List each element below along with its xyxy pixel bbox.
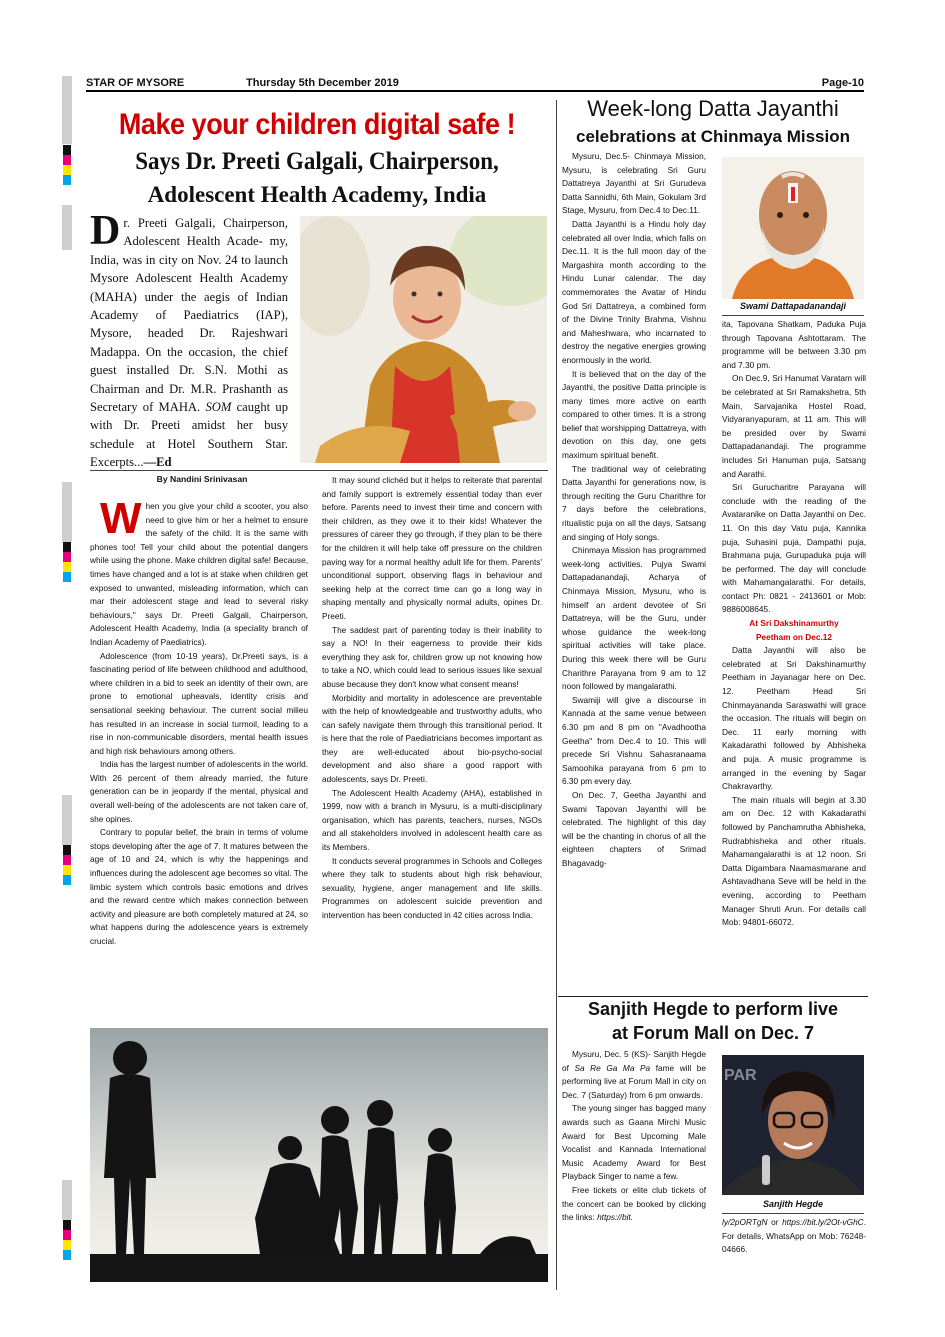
issue-date: Thursday 5th December 2019: [246, 77, 399, 89]
registration-mark: [63, 542, 71, 582]
paragraph: The main rituals will begin at 3.30 am on Dec. 12 with Kakadarathi followed by Panchamrutha Abhisheka, Rudrabhisheka and other rituals. Mahamangalarathi is at 12 noon. Sri Datta Digambara Naamasmarane and Ashtavadhana Seve will be held in the evening, according to Peetham Manager Shruti Arun. For details call Mob: 94801-66072.: [722, 794, 866, 928]
swami-photo: [722, 157, 864, 299]
paragraph: It may sound clichéd but it helps to reiterate that parental and family support is extremely essential today than ever before. Parents need to invest their time and concern with their children, as they owe it to their kids! Whatever the pressures of career they go through, if they plan to be there for the children it will help take off pressure on the children paving way for a normal healthy adult life for them. Parents' unconditional support, observing flags in behaviour and seeking help at the correct time can go a long way in shaping mentally and physically normal adults, opines Dr. Preeti.: [322, 475, 542, 621]
paragraph: The traditional way of celebrating Datta Jayanthi for generations now, is through reciting the Guru Charithre for 7 days before the celebrations, ritualistic puja on all the days, Satsang and singing of Holy songs.: [562, 463, 706, 542]
paragraph: Contrary to popular belief, the brain in terms of volume stops developing after the age of 7. It matures between the age of 10 and 24, which is why the happenings and influences during the adolescent age becomes so vital. The limbic system which controls basic emotions and drives and the reward centre which makes connection between activity and pleasure are both completely matured at 24, so what happens during the adolescence years is extremely crucial.: [90, 827, 309, 946]
divider: [722, 1213, 864, 1214]
article1-subhead: Says Dr. Preeti Galgali, Chairperson,: [135, 148, 499, 175]
divider: [558, 996, 868, 997]
intro-line: Adolescent Health Acade-: [123, 234, 263, 249]
paragraph: It is believed that on the day of the Jayanthi, the positive Datta principle is many times more active on earth compared to other times. It is a strong belief that worshipping Dattatreya, with devotion on this day, one gets maximum spiritual benefit.: [562, 368, 706, 461]
paragraph: It conducts several programmes in Schools and Colleges where they talk to students about high risk behaviour, sexuality, hygiene, anger management and life skills. Programmes on adolescent suicide prevention and intervention has been conducted in 42 cities across India.: [322, 855, 542, 920]
margin-bar: [62, 482, 72, 542]
paragraph: On Dec.9, Sri Hanumat Varatam will be celebrated at Sri Ramakshetra, 5th Main, Sarvajanika Hostel Road, Vidyaranyapuram, at 11 am. This will be presided over by Swami Dattapadanandaji. The programme includes Sri Hanuman puja, Satsang and Aarathi.: [722, 373, 866, 479]
byline: By Nandini Srinivasan: [156, 474, 248, 484]
page-header: [86, 76, 864, 92]
column-rule: [556, 100, 557, 1290]
intro-som: SOM: [205, 400, 232, 415]
intro-end: caught up with Dr. Preeti amidst her busy schedule at Hotel Southern Star. Excerpts...: [90, 400, 288, 470]
article1-column-2: [322, 474, 542, 923]
page-number: Page-10: [821, 77, 864, 89]
drop-cap-w: W: [100, 494, 142, 543]
article2-headline: Week-long Datta Jayanthi: [587, 96, 839, 121]
show-name: Sa Re Ga Ma Pa: [574, 1062, 651, 1073]
divider: [722, 315, 864, 316]
margin-bar: [62, 76, 72, 144]
text-run: fame will be performing live at Forum Mall in city on Dec. 7 (Saturday) from 6 pm onwards.: [562, 1062, 706, 1100]
paper-name: STAR OF MYSORE: [86, 77, 185, 89]
article1-subhead: Adolescent Health Academy, India: [147, 182, 487, 207]
article3-headline: Sanjith Hegde to perform live: [587, 999, 839, 1019]
paragraph: hen you give your child a scooter, you also need to give him or her a helmet to ensure the safety of the child. It is the same with phones too! Tell your child about the potential dangers while using the phone. Make children digital safe! Because, times have changed and a lot is at stake when children get exposed to unwanted, misleading information, which can mar their adolescent stage and lead to several risky behaviours," says Dr. Preeti Galgali, Chairperson, Adolescent Health Academy, India (a speciality branch of Indian Academy of Paediatrics).: [90, 501, 308, 647]
paragraph: Datta Jayanthi is a Hindu holy day celebrated all over India, which falls on Dec.11. It is the full moon day of the Margashira month according to the Hindu Lunar calendar. The day commemorates the Avatar of Hindu God Sri Dattatreya, a combined form of the Divine Trinity Brahma, Vishnu and Maheshwara, who incarnated to destroy the negative energies growing enormously in the world.: [562, 218, 706, 365]
registration-mark: [63, 845, 71, 885]
article2-subhead: [722, 617, 866, 644]
article1-column-1: [90, 494, 309, 949]
paragraph: India has the largest number of adolescents in the world. With 26 percent of them already married, the future generation can be in jeopardy if the mental, physical and overall well-being of the adolescents are not taken care of, she opines.: [90, 759, 309, 824]
margin-bar: [62, 205, 72, 250]
article3-column-1: [562, 1048, 706, 1225]
paragraph: On Dec. 7, Geetha Jayanthi and Swami Tapovan Jayanthi will be celebrated. The highlight of this day will be the chanting in chorus of all the eighteen chapters of Srimad Bhagavadg-: [562, 789, 706, 868]
divider: [90, 470, 548, 471]
article1-intro: [90, 208, 288, 472]
subhead-line: At Sri Dakshinamurthy: [749, 618, 839, 629]
paragraph: Mysuru, Dec.5- Chinmaya Mission, Mysuru, is celebrating Sri Guru Dattatreya Jayanthi at Sri Gurudeva Datta Sannidhi, 6th Main, Gokulam 3rd Stage, Mysuru, from Dec.4 to Dec.11.: [562, 151, 706, 216]
paragraph: Adolescence (from 10-19 years), Dr.Preeti says, is a fascinating period of life between childhood and adulthood, where children in a bid to seek an identity of their own, are prone to emotional upheavals, identity crisis and sensational seeking behaviour. The current social milieu has resulted in an increase in social turmoil, leading to a rise in non-communicable disorders, mental health issues and high risk behaviours among others.: [90, 650, 308, 756]
paragraph: The Adolescent Health Academy (AHA), established in 1999, now with a branch in Mysuru, is a multi-disciplinary organisation, which has parents, teachers, nurses, NGOs and all stakeholders involved in adolescent health care as its Members.: [322, 787, 542, 853]
text-run: . For details, WhatsApp on Mob: 76248-04666.: [722, 1217, 866, 1255]
article2-headline: celebrations at Chinmaya Mission: [576, 127, 850, 146]
drop-cap: D: [90, 208, 121, 254]
text-run: or: [767, 1217, 783, 1227]
intro-line: r. Preeti Galgali, Chairperson,: [123, 216, 288, 230]
article3-column-2: [722, 1216, 866, 1257]
paragraph: The saddest part of parenting today is their inability to say a NO! In their eagerness to provide their kids everything they ask for, children grow up not knowing how to take a NO, which could lead to serious issues like sexual abuse because they don't know what consent means!: [322, 624, 542, 689]
ticket-link[interactable]: ly/2pORTgN: [722, 1217, 768, 1227]
preeti-photo: [300, 216, 547, 463]
paragraph: Chinmaya Mission has programmed week-long activities. Pujya Swami Dattapadanandaji, Acharya of Chinmaya Mission, Mysuru, who is himself an ardent devotee of Sri Dattatreya, will be the Guru, under whose guidance the week-long spiritual activities will take place. During this week there will be Guru Charithre Parayana from 9 am to 12 noon followed by mangalarathi.: [562, 545, 706, 692]
preeti-photo-illustration: [300, 216, 547, 463]
margin-bar: [62, 795, 72, 845]
sanjith-photo: [722, 1055, 864, 1195]
ticket-link[interactable]: https://bit.: [597, 1212, 634, 1223]
article3-headline: at Forum Mall on Dec. 7: [611, 1023, 815, 1043]
article2-column-1: [562, 150, 706, 870]
photo-backdrop-text: PAR: [724, 1067, 757, 1084]
margin-bar: [62, 1180, 72, 1220]
paragraph: Morbidity and mortality in adolescence are preventable with the help of knowledgeable and trustworthy adults, who can safely navigate them through this transitional period. It is here that the role of Paediatricians becomes important as they are well-educated about bio-psycho-social development and also share a good rapport with adolescents, says Dr. Preeti.: [322, 692, 542, 785]
paragraph: The young singer has bagged many awards such as Gaana Mirchi Music Award for Best Upcoming Male Vocalist and Kannada International Music Academy Award for Best Playback Singer to name a few.: [562, 1103, 706, 1182]
paragraph: Sri Gurucharitre Parayana will conclude with the reading of the Avataranike on Datta Jayanthi on Dec. 11. On this day Vatu puja, Kannika puja, Suhasini puja, Dampathi puja, Brahmana puja, Gurupaduka puja will be performed. The day will conclude with Mahamangalarathi. For details, contact Ph: 0821 - 2413601 or Mob: 9886008645.: [722, 482, 866, 615]
children-silhouette-photo: [90, 1028, 548, 1282]
text-run: Free tickets or elite club tickets of the concert can be booked by clicking the links:: [562, 1184, 706, 1223]
paragraph: Datta Jayanthi will also be celebrated at Sri Dakshinamurthy Peetham in Jayanagar here on Dec. 12. Peetham Head Sri Chinmayananda Saraswathi will grace the occasion. The rituals will begin on Dec. 11 early morning with Kakadarathi followed by Abhisheka and puja. A music programme is arranged in the evening by Sagar Chakravarthy.: [722, 645, 866, 792]
intro-ed: —Ed: [143, 455, 172, 470]
text-run: Mysuru, Dec. 5 (KS)- Sanjith Hegde of: [562, 1049, 706, 1073]
article2-column-2: [722, 318, 866, 930]
paragraph: ita, Tapovana Shatkam, Paduka Puja through Tapovana Ashtottaram. The programme will be between 3.30 pm and 7.30 pm.: [722, 319, 866, 370]
ticket-link[interactable]: https://bit.ly/2Ot-vGhC: [782, 1217, 864, 1227]
sanjith-photo-caption: Sanjith Hegde: [762, 1199, 823, 1209]
registration-mark: [63, 1220, 71, 1260]
intro-text: my, India, was in city on Nov. 24 to launch Mysore Adolescent Health Academy (MAHA) under the aegis of Indian Academy of Paediatrics (IAP), Mysore, headed Dr. Rajeshwari Madappa. On the occasion, the chief guest installed Dr. S.N. Mothi as Chairman and Dr. M.R. Prashanth as Secretary of MAHA.: [90, 234, 288, 415]
article1-headline: Make your children digital safe !: [118, 108, 516, 141]
paragraph: Swamiji will give a discourse in Kannada at the same venue between 6.30 pm and 8 pm on "Avadhootha Geetha" from Dec.4 to 10. This will precede Sri Vishnu Sahasranaama Samoohika parayana from 6 pm to 6.30 pm every day.: [562, 694, 706, 787]
swami-photo-caption: Swami Dattapadanandaji: [739, 301, 847, 311]
silhouette-illustration: [90, 1028, 548, 1282]
subhead-line: Peetham on Dec.12: [755, 631, 833, 642]
registration-mark: [63, 145, 71, 185]
swami-illustration: [722, 157, 864, 299]
